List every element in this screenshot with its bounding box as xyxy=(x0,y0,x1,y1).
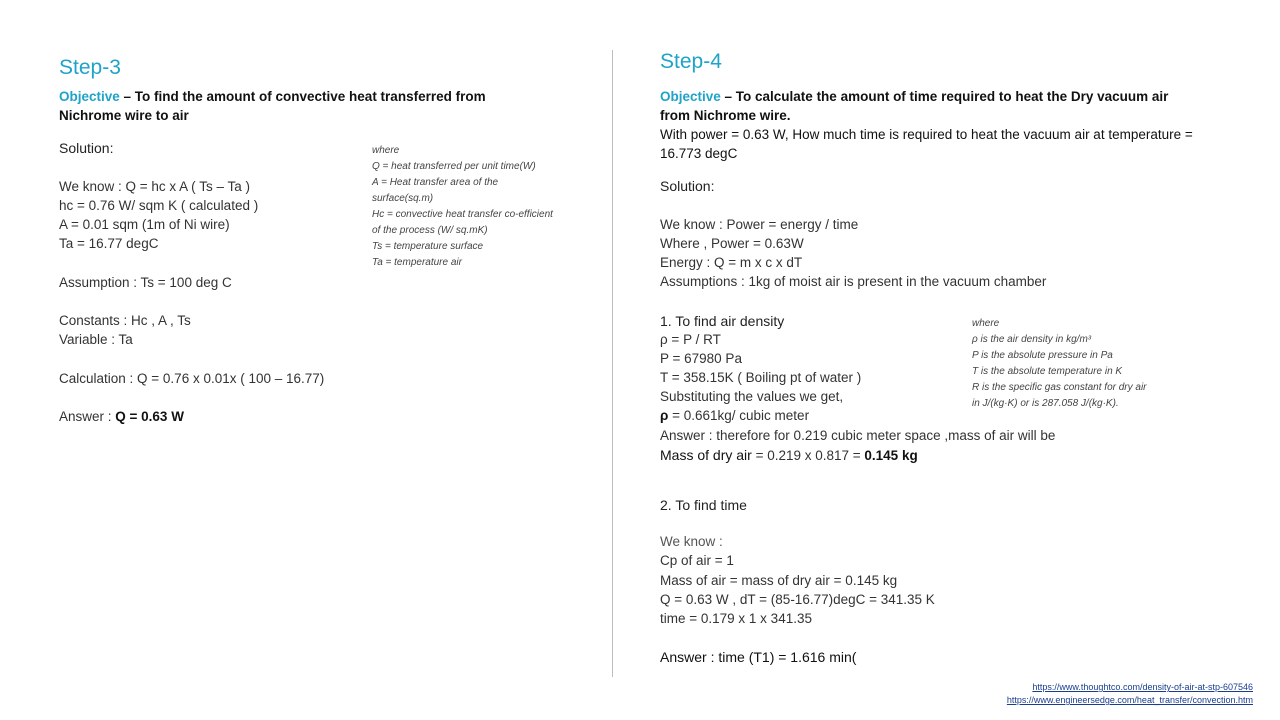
answer-label: Answer : xyxy=(59,409,116,424)
step3-objective xyxy=(59,87,529,125)
sub2-line: We know : xyxy=(660,534,723,549)
step4-objective xyxy=(660,87,1200,163)
step4-line: We know : Power = energy / time xyxy=(660,217,859,232)
mass-line xyxy=(660,447,918,463)
step3-answer xyxy=(59,409,184,424)
step3-solution-label: Solution: xyxy=(59,140,114,156)
objective-keyword: Objective xyxy=(59,89,120,104)
step3-line: Constants : Hc , A , Ts xyxy=(59,313,191,328)
step3-line: Variable : Ta xyxy=(59,332,133,347)
step4-solution-label: Solution: xyxy=(660,178,715,194)
note-line: surface(sq.m) xyxy=(372,193,434,204)
rho-value: = 0.661kg/ cubic meter xyxy=(668,408,810,423)
step3-line: Calculation : Q = 0.76 x 0.01x ( 100 – 16.77) xyxy=(59,371,325,386)
objective-text: – To calculate the amount of time required to heat the Dry vacuum air from Nichrome wire. xyxy=(660,89,1169,123)
answer-value: Q = 0.63 W xyxy=(115,409,184,424)
column-divider xyxy=(612,50,613,677)
sub2-line: time = 0.179 x 1 x 341.35 xyxy=(660,611,812,626)
sub2-line: Q = 0.63 W , dT = (85-16.77)degC = 341.35 K xyxy=(660,592,935,607)
note-line: Q = heat transferred per unit time(W) xyxy=(372,161,536,172)
note-line: A = Heat transfer area of the xyxy=(372,177,499,188)
note-line: P is the absolute pressure in Pa xyxy=(972,350,1113,361)
sub1-line: ρ = P / RT xyxy=(660,332,721,347)
note-line: T is the absolute temperature in K xyxy=(972,366,1123,377)
mass-value: = 0.219 x 0.817 = xyxy=(751,448,865,463)
sub1-line: T = 358.15K ( Boiling pt of water ) xyxy=(660,370,862,385)
mass-result: 0.145 kg xyxy=(864,448,918,463)
sub1-heading: 1. To find air density xyxy=(660,313,785,329)
note-line: of the process (W/ sq.mK) xyxy=(372,225,488,236)
step3-title: Step-3 xyxy=(59,56,121,79)
step3-line: A = 0.01 sqm (1m of Ni wire) xyxy=(59,217,230,232)
final-answer: Answer : time (T1) = 1.616 min( xyxy=(660,649,857,665)
step3-line: Ta = 16.77 degC xyxy=(59,236,159,251)
answer-line: Answer : therefore for 0.219 cubic meter space ,mass of air will be xyxy=(660,428,1056,443)
step3-line: We know : Q = hc x A ( Ts – Ta ) xyxy=(59,179,250,194)
step4-line: Where , Power = 0.63W xyxy=(660,236,804,251)
sub1-line: P = 67980 Pa xyxy=(660,351,742,366)
note-line: Ts = temperature surface xyxy=(372,241,484,252)
step4-line: Assumptions : 1kg of moist air is present in the vacuum chamber xyxy=(660,274,1047,289)
reference-link-thoughtco[interactable]: https://www.thoughtco.com/density-of-air-at-stp-607546 xyxy=(1032,682,1253,692)
note-line: where xyxy=(372,145,400,156)
step4-line: Energy : Q = m x c x dT xyxy=(660,255,803,270)
mass-label: Mass of dry air xyxy=(660,447,752,463)
step3-line: hc = 0.76 W/ sqm K ( calculated ) xyxy=(59,198,259,213)
step4-notes xyxy=(972,316,1147,412)
note-line: Ta = temperature air xyxy=(372,257,462,268)
step4-title: Step-4 xyxy=(660,50,722,73)
reference-link-engineersedge[interactable]: https://www.engineersedge.com/heat_transfer/convection.htm xyxy=(1006,695,1253,705)
step3-notes xyxy=(372,143,553,271)
note-line: Hc = convective heat transfer co-efficient xyxy=(372,209,553,220)
step3-line: Assumption : Ts = 100 deg C xyxy=(59,275,232,290)
objective-plain-text: With power = 0.63 W, How much time is required to heat the vacuum air at temperature = 16.773 degC xyxy=(660,127,1193,161)
sub2-line: Mass of air = mass of dry air = 0.145 kg xyxy=(660,573,898,588)
objective-text: – To find the amount of convective heat transferred from Nichrome wire to air xyxy=(59,89,486,123)
note-line: where xyxy=(972,318,1000,329)
note-line: in J/(kg·K) or is 287.058 J/(kg·K). xyxy=(972,398,1119,409)
rho-line xyxy=(660,408,809,423)
note-line: ρ is the air density in kg/m³ xyxy=(972,334,1092,345)
rho-symbol: ρ xyxy=(660,408,669,423)
sub2-line: Cp of air = 1 xyxy=(660,553,734,568)
sub1-line: Substituting the values we get, xyxy=(660,389,844,404)
objective-keyword: Objective xyxy=(660,89,721,104)
note-line: R is the specific gas constant for dry air xyxy=(972,382,1147,393)
sub2-heading: 2. To find time xyxy=(660,497,747,513)
